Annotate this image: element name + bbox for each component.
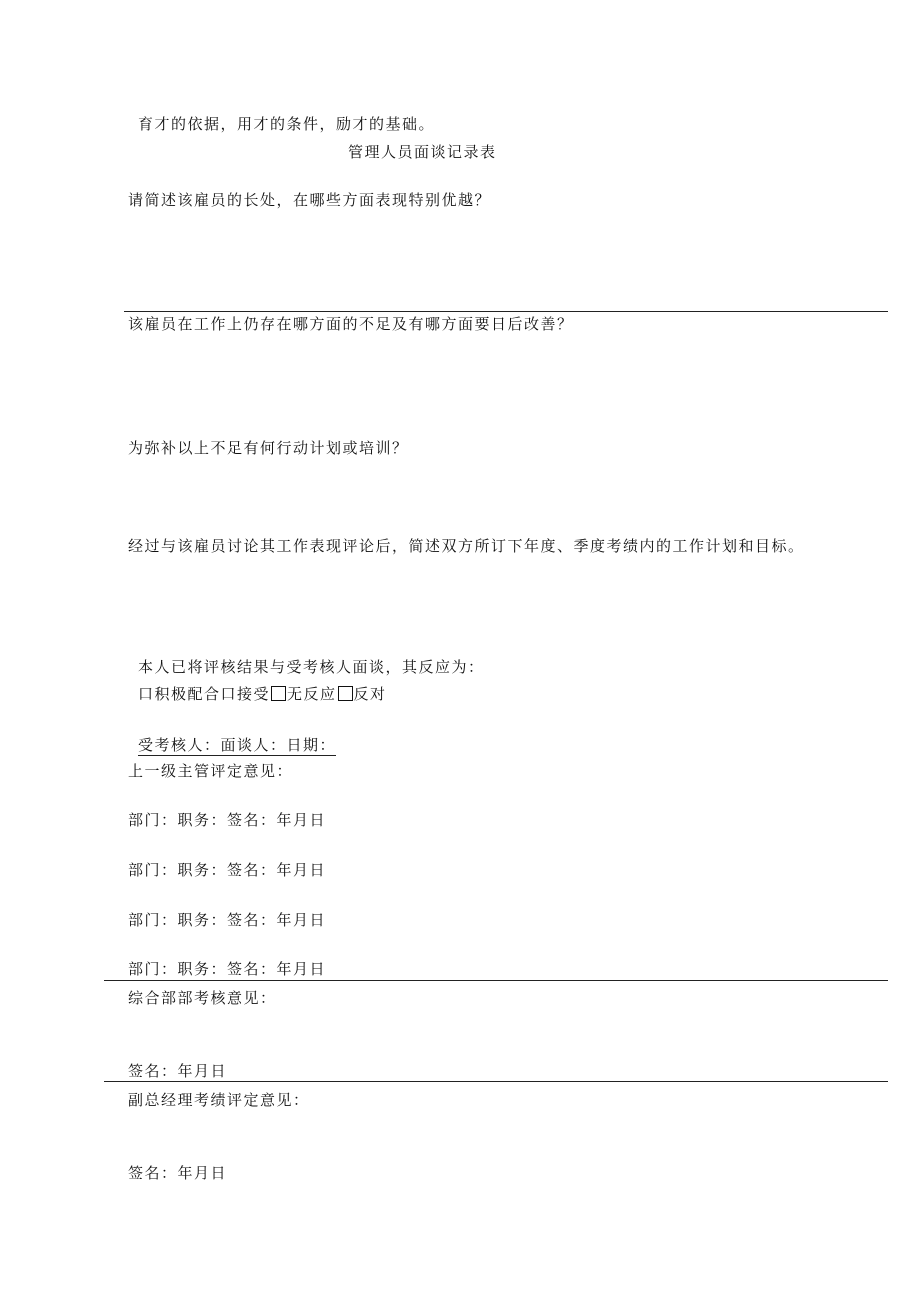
form-title: 管理人员面谈记录表 <box>348 143 497 161</box>
dept-row: 部门：职务：签名：年月日 <box>128 811 327 829</box>
option-accept[interactable]: 口接受 <box>220 685 271 703</box>
divider-line <box>104 1081 888 1082</box>
reaction-statement: 本人已将评核结果与受考核人面谈，其反应为： <box>138 658 485 676</box>
question-goals: 经过与该雇员讨论其工作表现评论后，简述双方所订下年度、季度考绩内的工作计划和目标。 <box>128 537 805 555</box>
question-improvements: 该雇员在工作上仍存在哪方面的不足及有哪方面要日后改善？ <box>128 315 574 333</box>
question-strengths: 请简述该雇员的长处，在哪些方面表现特别优越？ <box>128 191 492 209</box>
divider-line <box>104 980 888 981</box>
intro-line: 育才的依据，用才的条件，励才的基础。 <box>138 115 436 133</box>
hr-signature: 签名：年月日 <box>128 1062 228 1080</box>
divider-line <box>124 311 888 312</box>
checkbox-no-reaction[interactable] <box>271 686 286 701</box>
vp-signature: 签名：年月日 <box>128 1164 228 1182</box>
option-oppose[interactable]: 反对 <box>353 685 387 703</box>
question-action-plan: 为弥补以上不足有何行动计划或培训？ <box>128 439 409 457</box>
dept-row: 部门：职务：签名：年月日 <box>128 861 327 879</box>
hr-opinion: 综合部部考核意见： <box>128 989 277 1007</box>
dept-row: 部门：职务：签名：年月日 <box>128 960 327 978</box>
option-cooperate[interactable]: 口积极配合 <box>138 685 221 703</box>
option-no-reaction[interactable]: 无反应 <box>287 685 337 703</box>
dept-row: 部门：职务：签名：年月日 <box>128 911 327 929</box>
checkbox-oppose[interactable] <box>338 686 353 701</box>
reaction-options <box>138 684 387 704</box>
vp-opinion: 副总经理考绩评定意见： <box>128 1091 310 1109</box>
supervisor-opinion: 上一级主管评定意见： <box>128 762 294 780</box>
signature-line: 受考核人：面谈人：日期： <box>138 736 337 754</box>
